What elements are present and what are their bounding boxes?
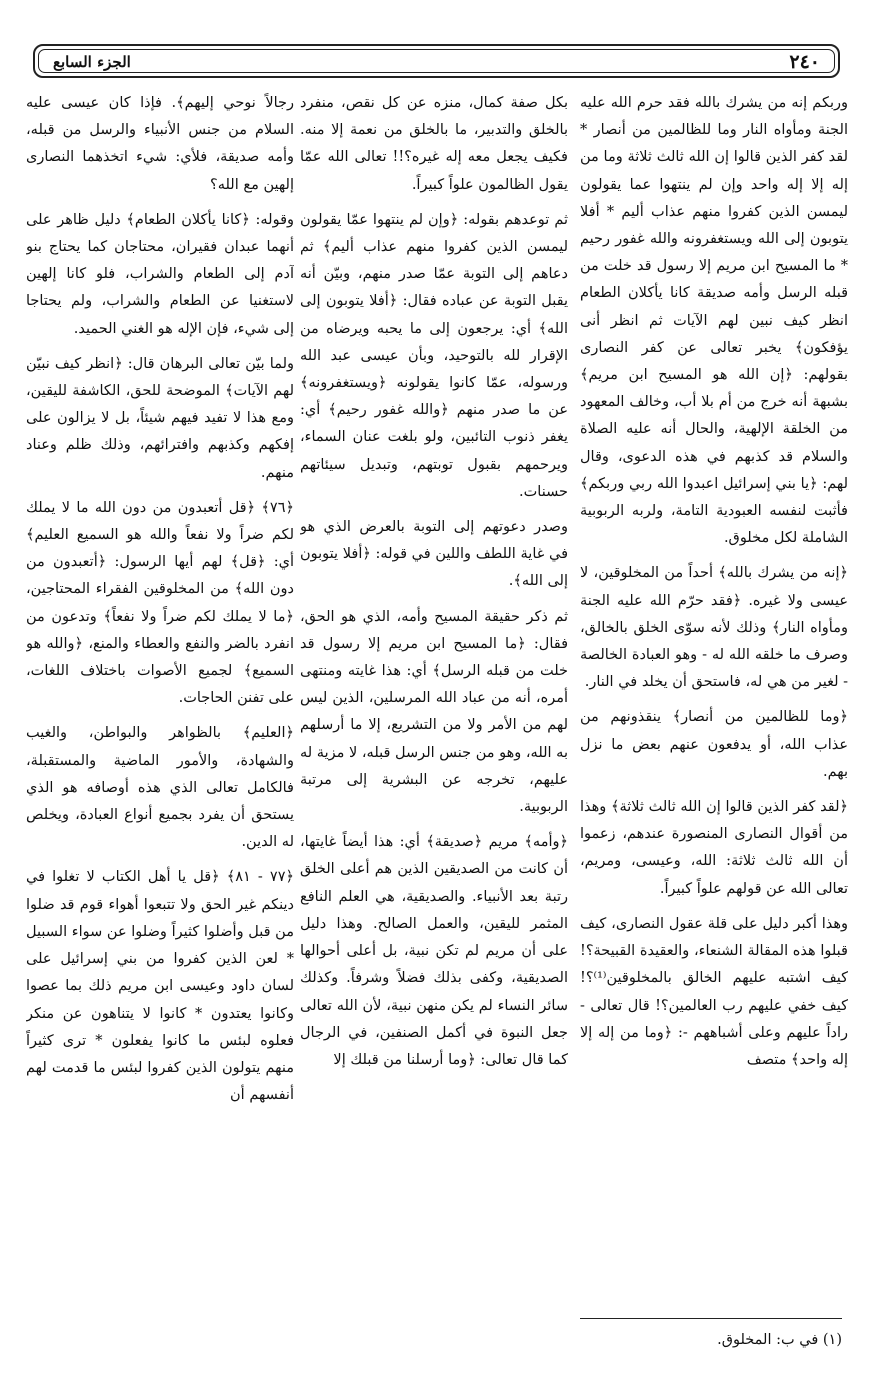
paragraph: ﴿إنه من يشرك بالله﴾ أحداً من المخلوقين، لا عيسى ولا غيره. ﴿فقد حرّم الله عليه الجنة ومأواه النار﴾ وذلك لأنه سوّى الخلق بالخالق، وصرف ما خلقه الله له - وهو العبادة الخالصة - لغير من هي له، فاستحق أن يخلد في النار. [580, 565, 848, 691]
paragraph: ﴿وما للظالمين من أنصار﴾ ينقذونهم من عذاب الله، أو يدفعون عنهم بعض ما نزل بهم. [580, 709, 848, 780]
paragraph: ﴿وأمه﴾ مريم ﴿صديقة﴾ أي: هذا أيضاً غايتها، أن كانت من الصديقين الذين هم أعلى الخلق رتبة بعد الأنبياء. والصديقية، هي العلم النافع المثمر لليقين، والعمل الصالح. وهذا دليل على أن مريم لم تكن نبية، بل أعلى أحوالها الصديقية، وكفى بذلك فضلاً وشرفاً. وكذلك سائر النساء لم يكن منهن نبية، لأن الله تعالى جعل النبوة في أكمل الصنفين، في الرجال كما قال تعالى: ﴿وما أرسلنا من قبلك إلا [300, 834, 568, 1068]
text-column-right [580, 90, 848, 1312]
paragraph: ﴿٧٧ - ٨١﴾ ﴿قل يا أهل الكتاب لا تغلوا في دينكم غير الحق ولا تتبعوا أهواء قوم قد ضلوا من قبل وأضلوا كثيراً وضلوا عن سواء السبيل * لعن الذين كفروا من بني إسرائيل على لسان داود وعيسى ابن مريم ذلك بما عصوا وكانوا يعتدون * كانوا لا يتناهون عن منكر فعلوه لبئس ما كانوا يفعلون * ترى كثيراً منهم يتولون الذين كفروا لبئس ما قدمت لهم أنفسهم أن [26, 869, 294, 1104]
footnote-divider [580, 1318, 842, 1319]
paragraph: وصدر دعوتهم إلى التوبة بالعرض الذي هو في غاية اللطف واللين في قوله: ﴿أفلا يتوبون إلى الله﴾. [300, 519, 568, 590]
footnote: (١) في ب: المخلوق. [717, 1332, 842, 1348]
text-column-left [26, 90, 294, 1312]
paragraph: وربكم إنه من يشرك بالله فقد حرم الله عليه الجنة ومأواه النار وما للظالمين من أنصار * لقد كفر الذين قالوا إن الله ثالث ثلاثة وما من إله إلا إله واحد وإن لم ينتهوا عما يقولون ليمسن الذين كفروا منهم عذاب أليم * أفلا يتوبون إلى الله ويستغفرونه والله غفور رحيم * ما المسيح ابن مريم إلا رسول قد خلت من قبله الرسل وأمه صديقة كانا يأكلان الطعام انظر كيف نبين لهم الآيات ثم انظر أنى يؤفكون﴾ يخبر تعالى عن كفر النصارى بقولهم: ﴿إن الله هو المسيح ابن مريم﴾ بشبهة أنه خرج من أم بلا أب، وخالف المعهود من الخلقة الإلهية، والحال أنه عليه الصلاة والسلام قد كذبهم في هذه الدعوى، وقال لهم: ﴿يا بني إسرائيل اعبدوا الله ربي وربكم﴾ فأثبت لنفسه العبودية التامة، ولربه الربوبية الشاملة لكل مخلوق. [580, 95, 848, 547]
paragraph: وهذا أكبر دليل على قلة عقول النصارى، كيف قبلوا هذه المقالة الشنعاء، والعقيدة القبيحة؟! كيف اشتبه عليهم الخالق بالمخلوقين⁽¹⁾؟! كيف خفي عليهم رب العالمين؟! قال تعالى - راداً عليهم وعلى أشباههم -: ﴿وما من إله إلا إله واحد﴾ متصف [580, 915, 848, 1068]
text-column-middle [300, 90, 568, 1312]
paragraph: رجالاً نوحي إليهم﴾. فإذا كان عيسى عليه السلام من جنس الأنبياء والرسل من قبله، وأمه صديقة، فلأي: شيء اتخذهما النصارى إلهين مع الله؟ [26, 95, 294, 193]
paragraph: ﴿٧٦﴾ ﴿قل أتعبدون من دون الله ما لا يملك لكم ضراً ولا نفعاً والله هو السميع العليم﴾ أي: ﴿قل﴾ لهم أيها الرسول: ﴿أتعبدون من دون الله﴾ من المخلوقين الفقراء المحتاجين، ﴿ما لا يملك لكم ضراً ولا نفعاً﴾ وتدعون من انفرد بالضر والنفع والعطاء والمنع، ﴿والله هو السميع﴾ لجميع الأصوات باختلاف اللغات، على تفنن الحاجات. [26, 499, 294, 707]
paragraph: ﴿لقد كفر الذين قالوا إن الله ثالث ثلاثة﴾ وهذا من أقوال النصارى المنصورة عندهم، زعموا أن الله ثالث ثلاثة: الله، وعيسى، ومريم، تعالى الله عن قولهم علواً كبيراً. [580, 799, 848, 897]
paragraph: وقوله: ﴿كانا يأكلان الطعام﴾ دليل ظاهر على أنهما عبدان فقيران، محتاجان كما يحتاج بنو آدم إلى الطعام والشراب، فلو كانا إلهين لاستغنيا عن الطعام والشراب، ولم يحتاجا إلى شيء، فإن الإله هو الغني الحميد. [26, 211, 294, 337]
paragraph: ﴿العليم﴾ بالظواهر والبواطن، والغيب والشهادة، والأمور الماضية والمستقبلة، فالكامل تعالى الذي هذه أوصافه هو الذي يستحق أن يفرد بجميع أنواع العبادة، ويخلص له الدين. [26, 725, 294, 851]
paragraph: ولما بيّن تعالى البرهان قال: ﴿انظر كيف نبيّن لهم الآيات﴾ الموضحة للحق، الكاشفة لليقين، ومع هذا لا تفيد فيهم شيئاً، بل لا يزالون على إفكهم وكذبهم وافترائهم، وذلك ظلم وعناد منهم. [26, 355, 294, 481]
page-header-frame [33, 44, 840, 78]
page-number: ٢٤٠ [789, 51, 820, 73]
paragraph: ثم ذكر حقيقة المسيح وأمه، الذي هو الحق، فقال: ﴿ما المسيح ابن مريم إلا رسول قد خلت من قبله الرسل﴾ أي: هذا غايته ومنتهى أمره، أنه من عباد الله المرسلين، الذين ليس لهم من الأمر ولا من التشريع، إلا ما أرسلهم به الله، وهو من جنس الرسل قبله، لا مزية له عليهم، تخرجه عن البشرية إلى مرتبة الربوبية. [300, 608, 568, 816]
part-title: الجزء السابع [53, 53, 131, 71]
paragraph: بكل صفة كمال، منزه عن كل نقص، منفرد بالخلق والتدبير، ما بالخلق من نعمة إلا منه. فكيف يجعل معه إله غيره؟!! تعالى الله عمّا يقول الظالمون علواً كبيراً. [300, 95, 568, 193]
paragraph: ثم توعدهم بقوله: ﴿وإن لم ينتهوا عمّا يقولون ليمسن الذين كفروا منهم عذاب أليم﴾ ثم دعاهم إلى التوبة عمّا صدر منهم، وبيّن أنه يقبل التوبة عن عباده فقال: ﴿أفلا يتوبون إلى الله﴾ أي: يرجعون إلى ما يحبه ويرضاه من الإقرار لله بالتوحيد، وبأن عيسى عبد الله ورسوله، عمّا كانوا يقولونه ﴿ويستغفرونه﴾ عن ما صدر منهم ﴿والله غفور رحيم﴾ أي: يغفر ذنوب التائبين، ولو بلغت عنان السماء، ويرحمهم بقبول توبتهم، وتبديل سيئاتهم حسنات. [300, 211, 568, 500]
